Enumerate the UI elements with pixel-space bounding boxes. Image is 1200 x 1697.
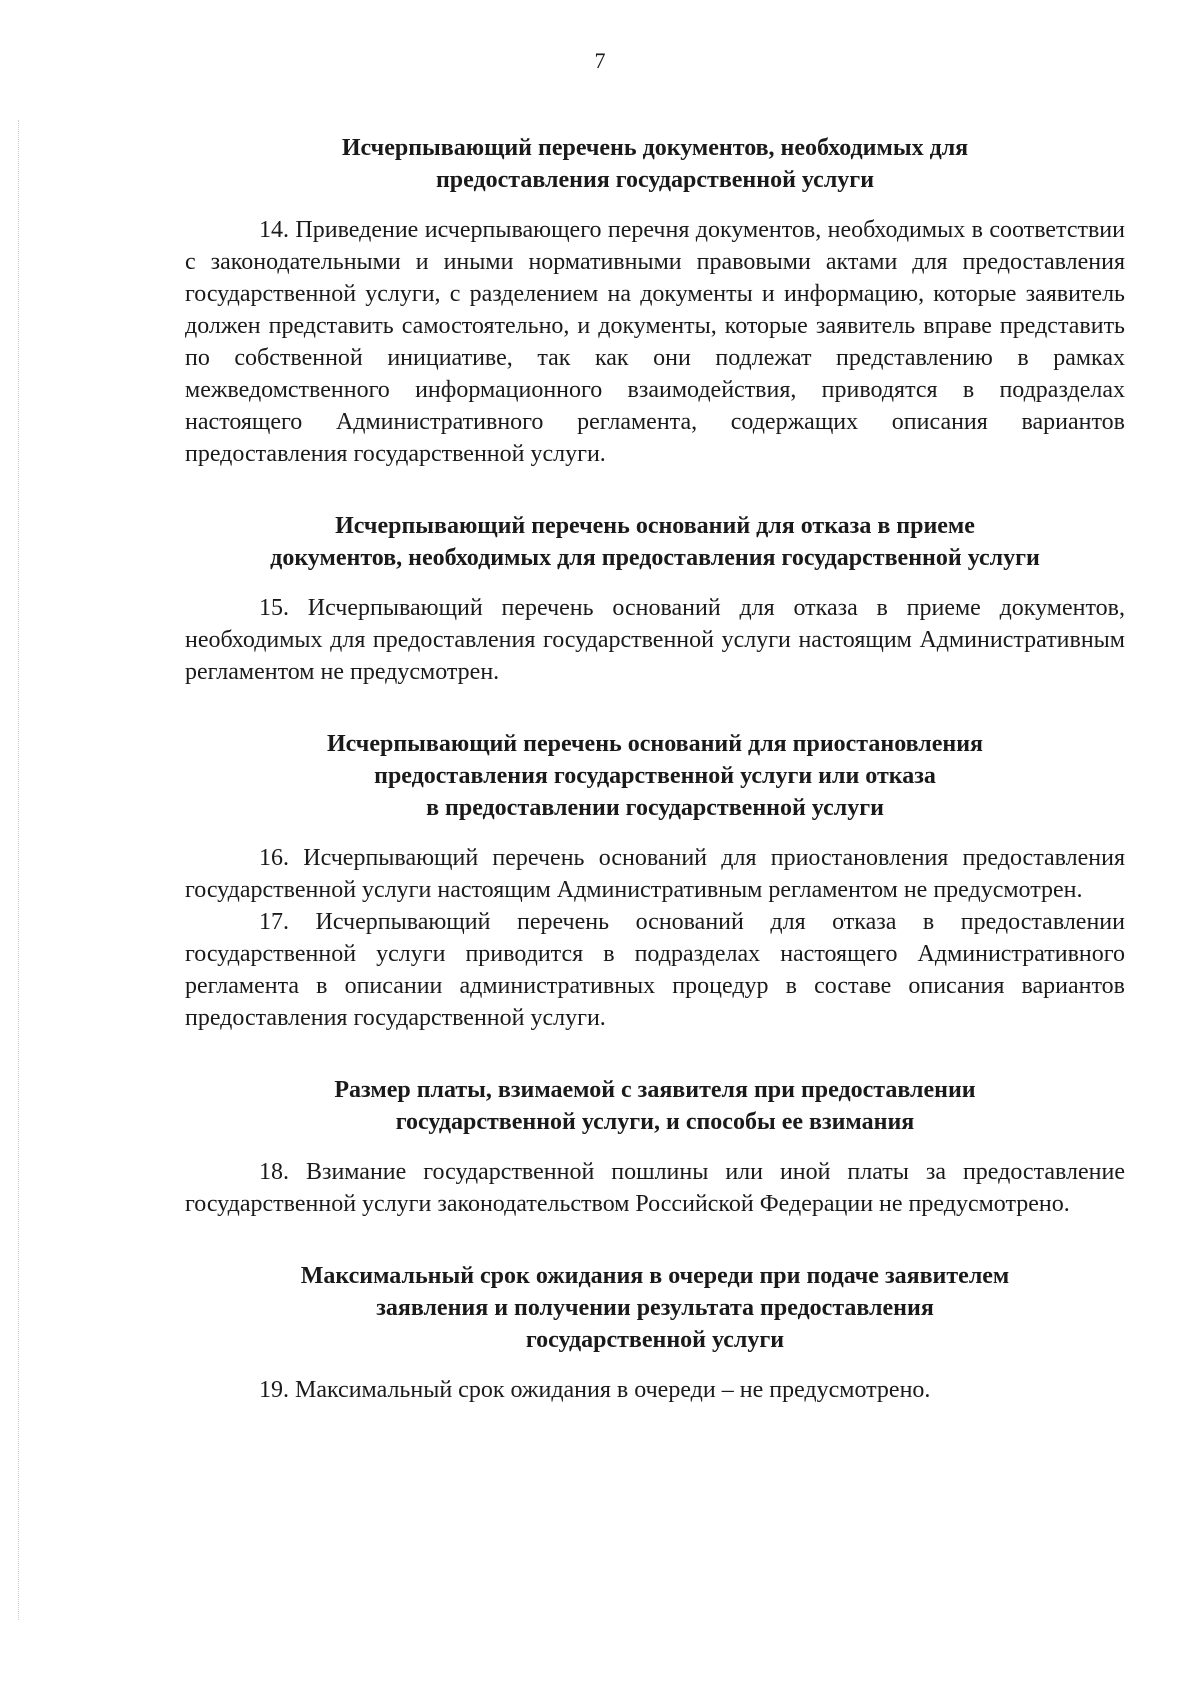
- paragraph-15: 15. Исчерпывающий перечень оснований для отказа в приеме документов, необходимых для предоставления государственной услуги настоящим Административным регламентом не предусмотрен.: [185, 595, 1125, 685]
- heading-line: Максимальный срок ожидания в очереди при подаче заявителем: [300, 1263, 1010, 1289]
- section-queue-time: [185, 1260, 1125, 1406]
- section-heading: [185, 510, 1125, 574]
- heading-line: Исчерпывающий перечень документов, необходимых для: [341, 135, 969, 161]
- heading-line: государственной услуги: [525, 1327, 785, 1353]
- heading-line: предоставления государственной услуги: [435, 167, 875, 193]
- heading-line: Исчерпывающий перечень оснований для отказа в приеме: [335, 513, 975, 539]
- section-heading: [185, 132, 1125, 196]
- paragraph-18: 18. Взимание государственной пошлины или иной платы за предоставление государственной услуги законодательством Российской Федерации не предусмотрено.: [185, 1159, 1125, 1217]
- heading-line: Исчерпывающий перечень оснований для приостановления: [326, 731, 984, 757]
- heading-line: в предоставлении государственной услуги: [426, 795, 884, 821]
- section-documents-list: [185, 132, 1125, 470]
- paragraph-17: 17. Исчерпывающий перечень оснований для отказа в предоставлении государственной услуги приводится в подразделах настоящего Административного регламента в описании административных процедур в составе описания вариантов предоставления государственной услуги.: [185, 909, 1125, 1031]
- section-heading: [185, 1260, 1125, 1356]
- section-heading: [185, 728, 1125, 824]
- paragraph-16: 16. Исчерпывающий перечень оснований для приостановления предоставления государственной услуги настоящим Административным регламентом не предусмотрен.: [185, 845, 1125, 903]
- document-body: [185, 132, 1125, 1406]
- section-heading: [185, 1074, 1125, 1138]
- paragraph-19: 19. Максимальный срок ожидания в очереди – не предусмотрено.: [259, 1377, 931, 1403]
- heading-line: государственной услуги, и способы ее взимания: [395, 1109, 915, 1135]
- heading-line: заявления и получении результата предоставления: [376, 1295, 934, 1321]
- page-number: 7: [594, 48, 606, 73]
- paragraph-14: 14. Приведение исчерпывающего перечня документов, необходимых в соответствии с законодательными и иными нормативными правовыми актами для предоставления государственной услуги, с разделением на документы и информацию, которые заявитель должен представить самостоятельно, и документы, которые заявитель вправе представить по собственной инициативе, так как они подлежат представлению в рамках межведомственного информационного взаимодействия, приводятся в подразделах настоящего Административного регламента, содержащих описания вариантов предоставления государственной услуги.: [185, 217, 1125, 467]
- heading-line: Размер платы, взимаемой с заявителя при предоставлении: [334, 1077, 976, 1103]
- heading-line: предоставления государственной услуги или отказа: [374, 763, 936, 789]
- heading-line: документов, необходимых для предоставления государственной услуги: [270, 545, 1040, 571]
- scan-edge-artifact: [18, 120, 20, 1620]
- section-suspension-refusal: [185, 728, 1125, 1034]
- section-fee: [185, 1074, 1125, 1220]
- section-refusal-acceptance: [185, 510, 1125, 688]
